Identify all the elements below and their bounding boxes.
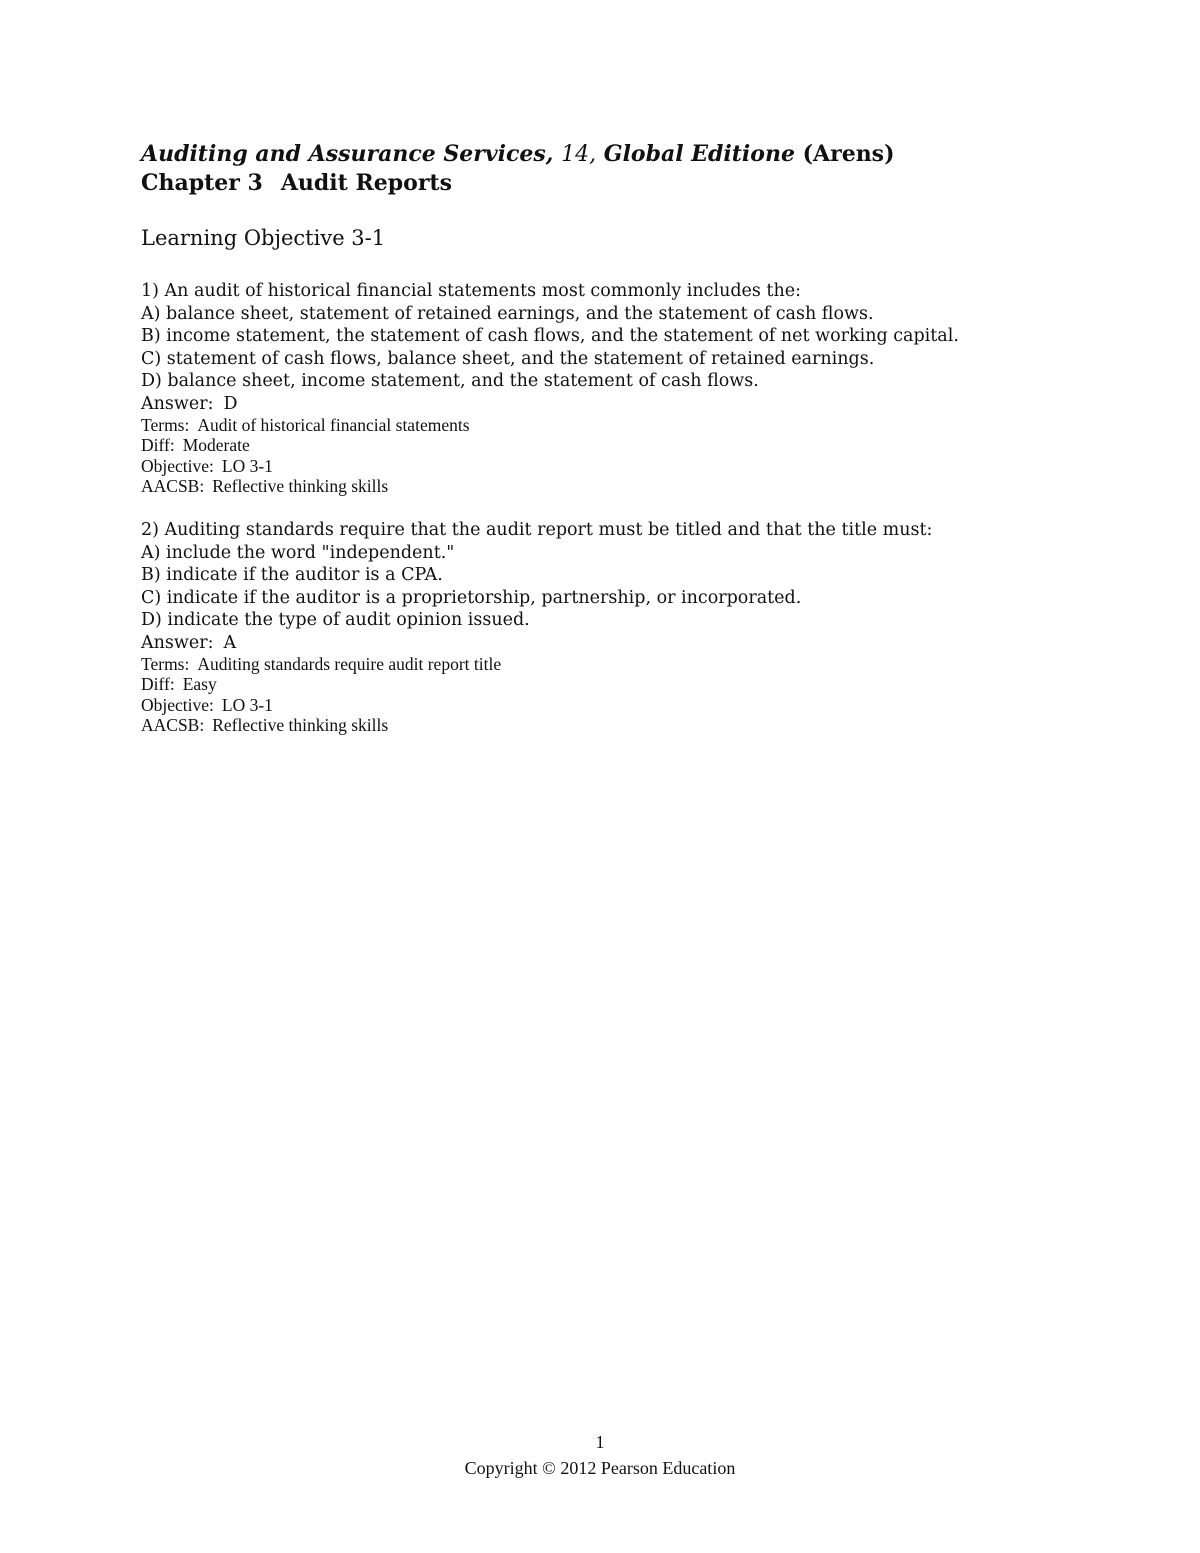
answer-option: A) balance sheet, statement of retained earnings, and the statement of cash flows. (141, 303, 874, 324)
question-stem: 2) Auditing standards require that the audit report must be titled and that the title must: (141, 520, 933, 540)
aacsb-label: AACSB: (141, 476, 205, 497)
chapter-title-line (141, 169, 1141, 197)
objective-value: LO 3-1 (221, 694, 273, 715)
document-header (141, 140, 1141, 197)
aacsb-value: Reflective thinking skills (212, 476, 389, 497)
question-block (141, 280, 1141, 497)
question-stem: 1) An audit of historical financial statements most commonly includes the: (141, 281, 801, 301)
chapter-name: Audit Reports (280, 170, 452, 196)
copyright-notice: Copyright © 2012 Pearson Education (464, 1458, 736, 1478)
edition-name: Global Editione (603, 141, 795, 167)
objective-line (141, 695, 1141, 716)
terms-label: Terms: (141, 653, 190, 674)
aacsb-line (141, 715, 1141, 736)
objective-label: Objective: (141, 694, 214, 715)
book-title-line (141, 140, 1141, 169)
aacsb-value: Reflective thinking skills (212, 715, 389, 736)
objective-label: Objective: (141, 455, 214, 476)
objective-value: LO 3-1 (221, 455, 273, 476)
answer-option: C) statement of cash flows, balance sheet, and the statement of retained earnings. (141, 348, 875, 369)
question-block (141, 519, 1141, 736)
answer-line (141, 393, 1141, 415)
difficulty-label: Diff: (141, 435, 175, 456)
answer-option: C) indicate if the auditor is a proprietorship, partnership, or incorporated. (141, 587, 802, 608)
difficulty-line (141, 435, 1141, 456)
difficulty-line (141, 674, 1141, 695)
terms-value: Audit of historical financial statements (197, 414, 470, 435)
terms-label: Terms: (141, 414, 190, 435)
terms-line (141, 654, 1141, 675)
terms-value: Auditing standards require audit report title (197, 653, 502, 674)
section-heading: Learning Objective 3-1 (141, 226, 386, 250)
terms-line (141, 415, 1141, 436)
answer-value: A (223, 632, 237, 653)
difficulty-label: Diff: (141, 674, 175, 695)
answer-line (141, 632, 1141, 654)
page-number: 1 (595, 1432, 605, 1452)
answer-option: D) indicate the type of audit opinion issued. (141, 610, 530, 630)
difficulty-value: Moderate (182, 435, 250, 456)
author: (Arens) (802, 141, 895, 167)
answer-option: D) balance sheet, income statement, and the statement of cash flows. (141, 371, 759, 391)
answer-option: B) indicate if the auditor is a CPA. (141, 565, 443, 585)
answer-option: B) income statement, the statement of cash flows, and the statement of net working capital. (141, 326, 959, 346)
answer-label: Answer: (141, 632, 214, 653)
answer-value: D (223, 393, 238, 414)
objective-line (141, 456, 1141, 477)
book-title: Auditing and Assurance Services, (141, 141, 554, 167)
answer-label: Answer: (141, 393, 214, 414)
edition-number: 14, (561, 142, 597, 167)
aacsb-line (141, 476, 1141, 497)
difficulty-value: Easy (182, 674, 217, 695)
answer-option: A) include the word "independent." (141, 542, 455, 563)
chapter-number: Chapter 3 (141, 170, 263, 196)
aacsb-label: AACSB: (141, 715, 205, 736)
